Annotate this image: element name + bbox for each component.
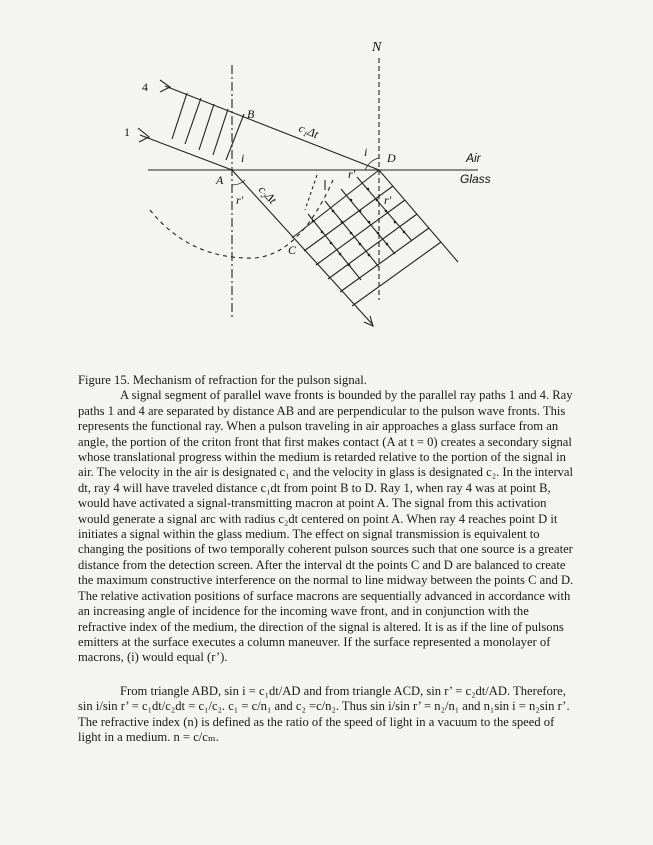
- label-point-D: D: [387, 151, 396, 165]
- label-angle-i: i: [241, 151, 245, 165]
- label-ray-4: 4: [142, 80, 148, 94]
- label-point-A: A: [216, 173, 224, 187]
- label-c2-dt: c₂Δt: [255, 182, 280, 207]
- wavefronts-glass: [304, 186, 441, 306]
- label-angle-i-D: i: [364, 145, 368, 159]
- ray-4: [165, 86, 379, 170]
- label-ray-1: 1: [124, 125, 130, 139]
- wavefront-air: [185, 98, 201, 144]
- figure-caption: Figure 15. Mechanism of refraction for the pulson signal.: [78, 373, 367, 387]
- ray-1-refracted: [232, 170, 373, 325]
- label-angle-r-low: r': [384, 193, 392, 207]
- label-angle-r-D: r': [348, 167, 356, 181]
- label-point-B: B: [247, 107, 255, 121]
- paragraph-2: From triangle ABD, sin i = c₁dt/AD and from triangle ACD, sin r’ = c₂dt/AD. Therefore, sin i/sin r’ = c₁dt/c₂dt = c₁/c₂. c₁ = c/n₁ and c₂ =c/n₂. Thus sin i/sin r’ = n₂/n₁ and n₁sin i = n₂sin r’. The refractive index (n) is defined as the ratio of the speed of light in a vacuum to the speed of light in a medium. n = c/cₘ.: [78, 683, 570, 744]
- signal-arc: [150, 180, 333, 258]
- body-text: [78, 373, 580, 745]
- label-c1-dt: c₁Δt: [296, 120, 321, 142]
- label-normal: N: [372, 40, 382, 55]
- wavefront-air: [213, 109, 228, 155]
- wavefront-air: [199, 104, 214, 150]
- paragraph-1: A signal segment of parallel wave fronts is bounded by the parallel ray paths 1 and 4. Ray paths 1 and 4 are separated by distance AB and are perpendicular to the pulson wave fronts. This represents the functional ray. When a pulson traveling in air approaches a glass surface from an angle, the portion of the criton front that first makes contact (A at t = 0) creates a secondary signal whose translational progress within the medium is retarded relative to the portion of the signal in air. The velocity in the air is designated c₁ and the velocity in glass is designated c₂. In the interval dt, ray 4 will have traveled distance c₁dt from point B to D. Ray 1, when ray 4 was at point B, would have activated a signal-transmitting macron at point A. The signal from this activation would generate a signal arc with radius c₂dt centered on point A. When ray 4 reaches point D it initiates a signal within the glass medium. The effect on signal transmission is equivalent to changing the positions of two temporally coherent pulson sources such that one source is a greater distance from the detection screen. After the interval dt the points C and D are balanced to create the maximum constructive interference on the normal to line midway between the points C and D. The relative activation positions of surface macrons are sequentially advanced in accordance with an increasing angle of incidence for the incoming wave front, and in conjunction with the refractive index of the medium, the direction of the signal is altered. It is as if the line of pulsons emitters at the surface executes a column maneuver. If the surface represented a monolayer of macrons, (i) would equal (r’).: [78, 388, 574, 665]
- label-point-C: C: [288, 243, 297, 257]
- wavefront-air: [172, 93, 187, 139]
- label-angle-r-A: r': [236, 193, 244, 207]
- label-air: Air: [466, 151, 481, 165]
- refraction-figure: [0, 0, 653, 370]
- label-glass: Glass: [460, 172, 491, 186]
